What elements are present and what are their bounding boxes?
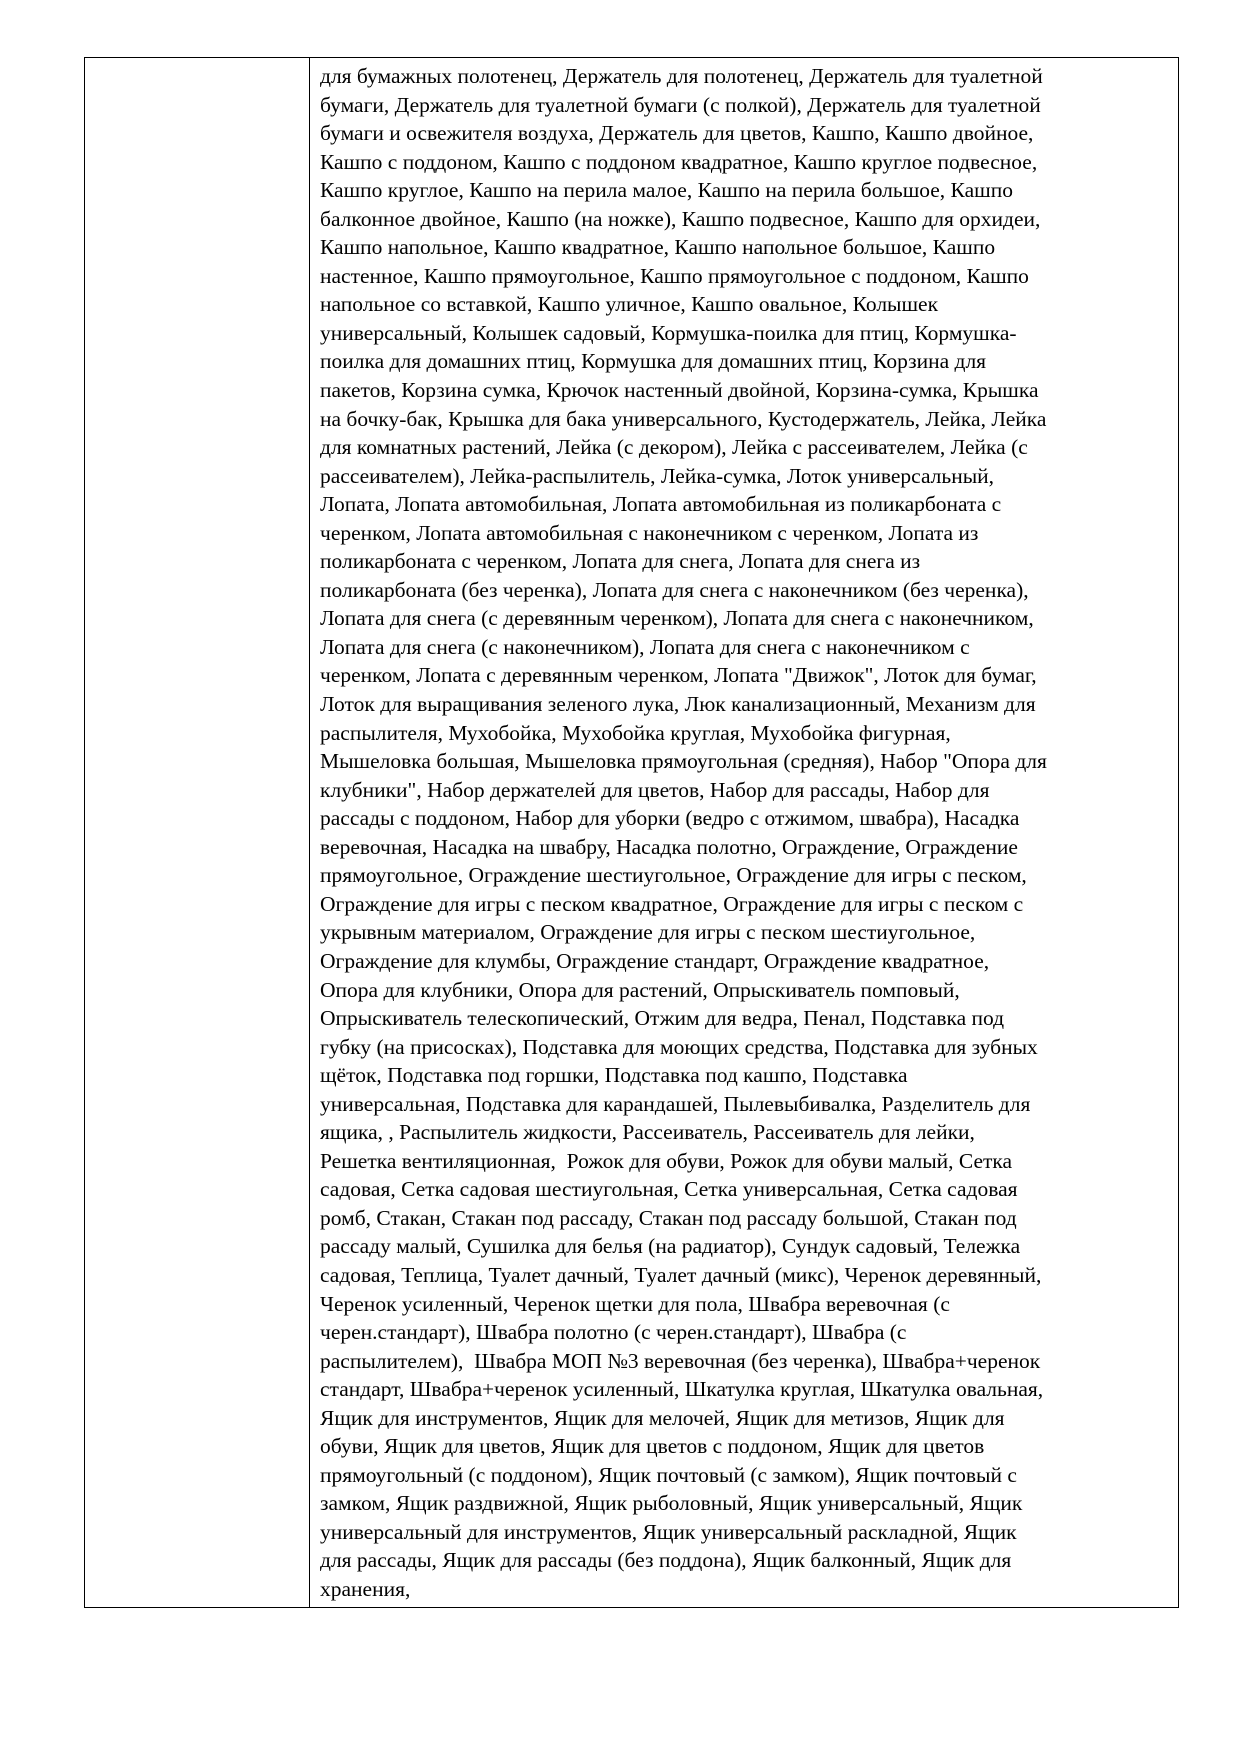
text-line: обуви, Ящик для цветов, Ящик для цветов с поддоном, Ящик для цветов (320, 1434, 985, 1459)
text-line: веревочная, Насадка на швабру, Насадка полотно, Ограждение, Ограждение (320, 834, 1018, 859)
text-line: Лопата, Лопата автомобильная, Лопата автомобильная из поликарбоната с (320, 492, 1002, 517)
text-line: Черенок усиленный, Черенок щетки для пола, Швабра веревочная (с (320, 1291, 950, 1316)
text-line: Мышеловка большая, Мышеловка прямоугольная (средняя), Набор "Опора для (320, 749, 1047, 774)
table-left-cell (85, 58, 310, 1607)
text-line: напольное со вставкой, Кашпо уличное, Кашпо овальное, Колышек (320, 292, 939, 317)
text-line: ромб, Стакан, Стакан под рассаду, Стакан под рассаду большой, Стакан под (320, 1205, 1017, 1230)
text-line: Решетка вентиляционная, Рожок для обуви, Рожок для обуви малый, Сетка (320, 1148, 1013, 1173)
text-line: для комнатных растений, Лейка (с декором), Лейка с рассеивателем, Лейка (с (320, 435, 1028, 460)
text-line: щёток, Подставка под горшки, Подставка под кашпо, Подставка (320, 1063, 908, 1088)
text-line: для бумажных полотенец, Держатель для полотенец, Держатель для туалетной (320, 64, 1043, 88)
text-line: балконное двойное, Кашпо (на ножке), Кашпо подвесное, Кашпо для орхидеи, (320, 206, 1041, 231)
text-line: распылителя, Мухобойка, Мухобойка круглая, Мухобойка фигурная, (320, 720, 951, 745)
text-line: универсальный, Колышек садовый, Кормушка-поилка для птиц, Кормушка- (320, 320, 1017, 345)
text-line: садовая, Сетка садовая шестиугольная, Сетка универсальная, Сетка садовая (320, 1177, 1018, 1202)
text-line: бумаги и освежителя воздуха, Держатель для цветов, Кашпо, Кашпо двойное, (320, 121, 1034, 146)
text-line: Ограждение для клумбы, Ограждение стандарт, Ограждение квадратное, (320, 948, 990, 973)
text-line: поликарбоната (без черенка), Лопата для снега с наконечником (без черенка), (320, 577, 1029, 602)
text-line: Кашпо круглое, Кашпо на перила малое, Кашпо на перила большое, Кашпо (320, 178, 1013, 203)
text-line: ящика, , Распылитель жидкости, Рассеиватель, Рассеиватель для лейки, (320, 1120, 975, 1145)
text-line: Опора для клубники, Опора для растений, Опрыскиватель помповый, (320, 977, 960, 1002)
text-line: рассаду малый, Сушилка для белья (на радиатор), Сундук садовый, Тележка (320, 1234, 1021, 1259)
text-line: замком, Ящик раздвижной, Ящик рыболовный, Ящик универсальный, Ящик (320, 1491, 1023, 1516)
text-line: садовая, Теплица, Туалет дачный, Туалет дачный (микс), Черенок деревянный, (320, 1262, 1042, 1287)
text-line: Кашпо с поддоном, Кашпо с поддоном квадратное, Кашпо круглое подвесное, (320, 149, 1038, 174)
text-line: черен.стандарт), Швабра полотно (с черен.стандарт), Швабра (с (320, 1320, 907, 1345)
text-line: Лопата для снега (с деревянным черенком), Лопата для снега с наконечником, (320, 606, 1034, 631)
text-line: клубники", Набор держателей для цветов, Набор для рассады, Набор для (320, 777, 990, 802)
text-line: бумаги, Держатель для туалетной бумаги (с полкой), Держатель для туалетной (320, 92, 1041, 117)
text-line: настенное, Кашпо прямоугольное, Кашпо прямоугольное с поддоном, Кашпо (320, 263, 1029, 288)
table-right-cell (310, 58, 1178, 1607)
text-line: рассеивателем), Лейка-распылитель, Лейка-сумка, Лоток универсальный, (320, 463, 995, 488)
text-line: распылителем), Швабра МОП №3 веревочная (без черенка), Швабра+черенок (320, 1348, 1041, 1373)
text-line: прямоугольное, Ограждение шестиугольное, Ограждение для игры с песком, (320, 863, 1027, 888)
text-line: универсальная, Подставка для карандашей, Пылевыбивалка, Разделитель для (320, 1091, 1031, 1116)
text-line: стандарт, Швабра+черенок усиленный, Шкатулка круглая, Шкатулка овальная, (320, 1377, 1044, 1402)
text-line: универсальный для инструментов, Ящик универсальный раскладной, Ящик (320, 1519, 1017, 1544)
text-line: рассады с поддоном, Набор для уборки (ведро с отжимом, швабра), Насадка (320, 806, 1020, 831)
text-line: Кашпо напольное, Кашпо квадратное, Кашпо напольное большое, Кашпо (320, 235, 996, 260)
text-line: черенком, Лопата автомобильная с наконечником с черенком, Лопата из (320, 520, 979, 545)
text-line: на бочку-бак, Крышка для бака универсального, Кустодержатель, Лейка, Лейка (320, 406, 1047, 431)
product-list-text (320, 62, 1168, 1604)
text-line: Лоток для выращивания зеленого лука, Люк канализационный, Механизм для (320, 692, 1036, 717)
text-line: поликарбоната с черенком, Лопата для снега, Лопата для снега из (320, 549, 921, 574)
product-list-table (84, 57, 1179, 1608)
text-line: Опрыскиватель телескопический, Отжим для ведра, Пенал, Подставка под (320, 1006, 1005, 1031)
text-line: хранения, (320, 1576, 411, 1601)
text-line: губку (на присосках), Подставка для моющих средства, Подставка для зубных (320, 1034, 1038, 1059)
text-line: для рассады, Ящик для рассады (без поддона), Ящик балконный, Ящик для (320, 1548, 1012, 1573)
text-line: Ящик для инструментов, Ящик для мелочей, Ящик для метизов, Ящик для (320, 1405, 1005, 1430)
text-line: черенком, Лопата с деревянным черенком, Лопата "Движок", Лоток для бумаг, (320, 663, 1037, 688)
text-line: прямоугольный (с поддоном), Ящик почтовый (с замком), Ящик почтовый с (320, 1462, 1017, 1487)
text-line: Ограждение для игры с песком квадратное, Ограждение для игры с песком с (320, 891, 1024, 916)
text-line: укрывным материалом, Ограждение для игры с песком шестиугольное, (320, 920, 976, 945)
text-line: пакетов, Корзина сумка, Крючок настенный двойной, Корзина-сумка, Крышка (320, 378, 1039, 403)
text-line: Лопата для снега (с наконечником), Лопата для снега с наконечником с (320, 634, 970, 659)
text-line: поилка для домашних птиц, Кормушка для домашних птиц, Корзина для (320, 349, 987, 374)
